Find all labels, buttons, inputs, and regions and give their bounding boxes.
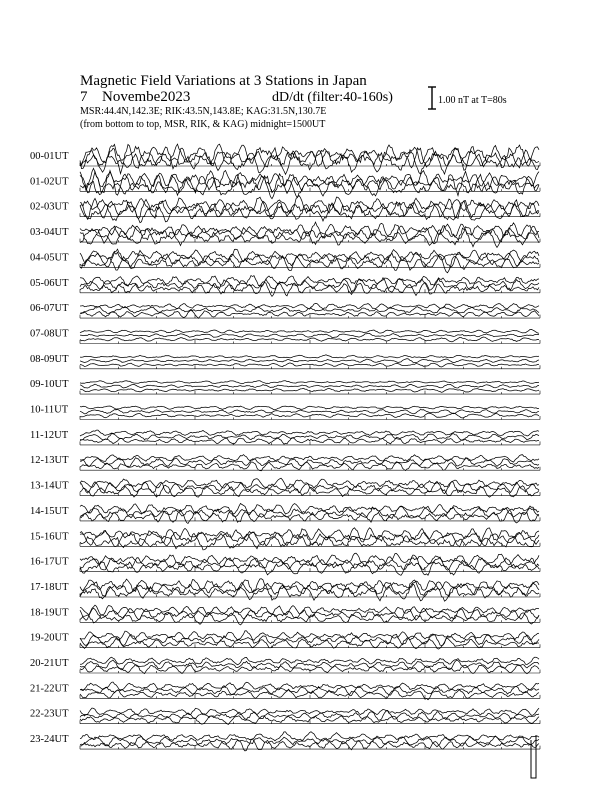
- hour-row: [30, 430, 540, 445]
- hour-label: 15-16UT: [30, 531, 69, 543]
- hour-row: [30, 455, 540, 471]
- hour-label: 04-05UT: [30, 252, 69, 264]
- hour-label: 14-15UT: [30, 505, 69, 517]
- hour-label: 08-09UT: [30, 353, 69, 365]
- scale-bar-label: 1.00 nT at T=80s: [438, 95, 507, 106]
- hour-row: [30, 303, 540, 318]
- hour-row: [30, 478, 540, 497]
- trace-msr: [80, 413, 539, 418]
- hour-label: 01-02UT: [30, 176, 69, 188]
- hour-label: 05-06UT: [30, 277, 69, 289]
- hour-label: 00-01UT: [30, 151, 69, 162]
- hour-row: [30, 144, 540, 174]
- trace-rik: [80, 333, 539, 337]
- hour-row: [30, 732, 540, 751]
- trace-rik: [80, 506, 539, 518]
- scale-bar: [428, 87, 507, 109]
- trace-rik: [80, 250, 539, 267]
- trace-rik: [80, 736, 539, 747]
- hour-label: 19-20UT: [30, 632, 69, 644]
- hour-label: 12-13UT: [30, 455, 69, 467]
- trace-kag: [80, 708, 539, 716]
- date-day: 7: [80, 89, 88, 105]
- hour-label: 17-18UT: [30, 582, 69, 593]
- hour-label: 23-24UT: [30, 734, 69, 746]
- trace-kag: [80, 381, 539, 384]
- hour-row: [30, 249, 540, 273]
- row-ticks: [80, 517, 540, 521]
- trace-msr: [80, 388, 539, 392]
- hour-label: 02-03UT: [30, 201, 69, 213]
- hour-row: [30, 528, 540, 550]
- trace-rik: [80, 686, 539, 696]
- hour-row: [30, 708, 540, 724]
- hour-label: 09-10UT: [30, 379, 69, 391]
- trace-kag: [80, 355, 539, 358]
- trace-rik: [80, 359, 539, 363]
- hour-label: 10-11UT: [30, 404, 69, 416]
- trace-msr: [80, 228, 539, 247]
- trace-rik: [80, 434, 539, 441]
- trace-msr: [80, 337, 539, 342]
- trace-msr: [80, 363, 539, 367]
- trace-rik: [80, 384, 539, 388]
- row-ticks: [80, 619, 540, 623]
- row-ticks: [80, 594, 540, 598]
- trace-rik: [80, 171, 539, 196]
- hour-label: 13-14UT: [30, 480, 69, 492]
- trace-msr: [80, 612, 539, 625]
- hour-label: 18-19UT: [30, 607, 69, 619]
- trace-kag: [80, 605, 539, 615]
- row-ticks: [80, 467, 540, 471]
- hour-row: [30, 503, 540, 523]
- trace-msr: [80, 462, 539, 471]
- hour-label: 03-04UT: [30, 227, 69, 239]
- date-month-year: Novembe2023: [102, 89, 191, 105]
- hour-row: [30, 276, 540, 297]
- hour-row: [30, 682, 540, 700]
- trace-msr: [80, 510, 539, 524]
- hour-label: 07-08UT: [30, 328, 69, 340]
- hour-label: 22-23UT: [30, 708, 69, 720]
- row-ticks: [80, 315, 540, 319]
- hour-row: [30, 222, 540, 247]
- hour-label: 06-07UT: [30, 303, 69, 315]
- hour-label: 16-17UT: [30, 556, 69, 568]
- trace-msr: [80, 150, 539, 175]
- trace-msr: [80, 310, 539, 318]
- trace-kag: [80, 249, 539, 262]
- hour-label: 20-21UT: [30, 658, 69, 669]
- trace-kag: [80, 657, 539, 665]
- hour-row: [30, 631, 540, 649]
- station-order-note: (from bottom to top, MSR, RIK, & KAG) midnight=1500UT: [80, 119, 326, 130]
- row-ticks: [80, 289, 540, 293]
- hour-row: [30, 354, 540, 369]
- row-ticks: [80, 239, 540, 243]
- row-ticks: [80, 365, 540, 369]
- trace-msr: [80, 283, 539, 297]
- hour-rows: [30, 144, 540, 778]
- end-spike: [531, 735, 536, 778]
- trace-kag: [80, 406, 539, 410]
- station-coordinates: MSR:44.4N,142.3E; RIK:43.5N,143.8E; KAG:31.5N,130.7E: [80, 106, 327, 117]
- hour-row: [30, 196, 540, 223]
- trace-rik: [80, 531, 539, 547]
- hour-row: [30, 657, 540, 674]
- trace-rik: [80, 608, 539, 620]
- trace-msr: [80, 584, 539, 601]
- hour-row: [30, 405, 540, 420]
- row-ticks: [80, 568, 540, 572]
- hour-label: 21-22UT: [30, 683, 69, 695]
- trace-rik: [80, 409, 539, 414]
- hour-label: 11-12UT: [30, 429, 69, 441]
- chart-title: Magnetic Field Variations at 3 Stations in Japan: [80, 73, 367, 89]
- trace-kag: [80, 329, 539, 333]
- hour-row: [30, 379, 540, 394]
- hour-row: [30, 579, 540, 601]
- trace-kag: [80, 682, 539, 691]
- hour-row: [30, 329, 540, 344]
- quantity-filter-label: dD/dt (filter:40-160s): [272, 90, 393, 105]
- trace-msr: [80, 665, 539, 674]
- hour-row: [30, 553, 540, 575]
- hour-row: [30, 605, 540, 625]
